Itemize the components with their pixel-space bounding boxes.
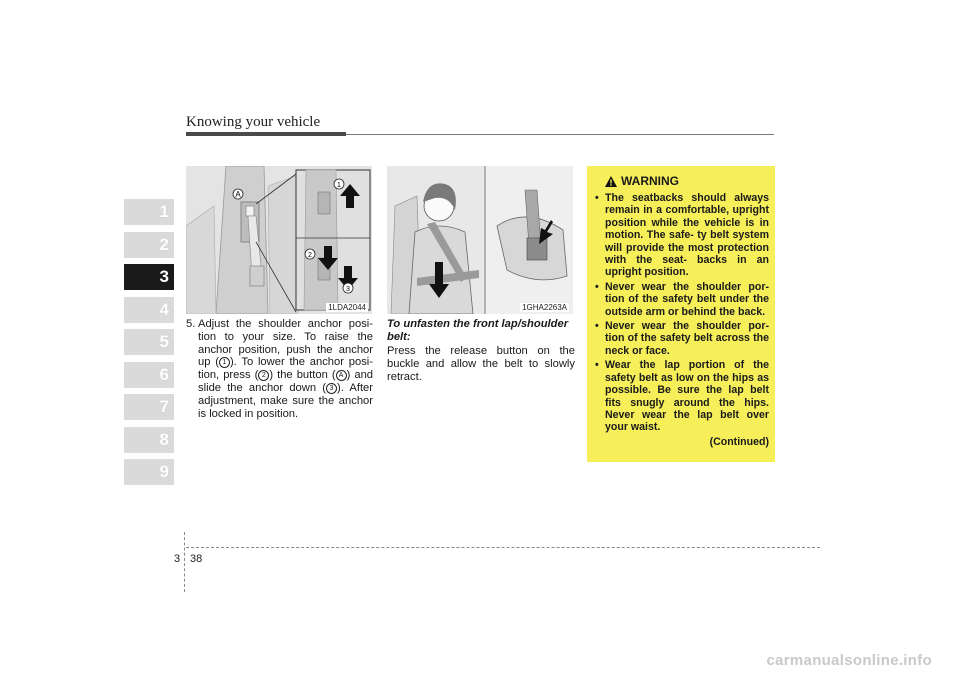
section-title: Knowing your vehicle	[186, 114, 321, 130]
step-number: 5.	[186, 318, 196, 330]
anchor-adjust-instructions: 5. Adjust the shoulder anchor posi- tion to your size. To raise the anchor position, push the anchor up ( 1 ). To lower the anchor posi- tion, press ( 2 ) the button ( A ) and slide the anchor down ( 3 ). After adjustment, make sure the anchor is locked in position.	[186, 318, 374, 420]
chapter-tab-5[interactable]: 5	[124, 329, 174, 355]
ref-2: 2	[258, 370, 269, 381]
warning-item: • Wear the lap portion of the safety belt as low on the hips as possible. Be sure the lap belt fits snugly around the hips. Never wear the lap belt over your waist.	[595, 359, 769, 433]
chapter-tab-1[interactable]: 1	[124, 199, 174, 225]
figure-shoulder-anchor	[186, 166, 372, 314]
warning-title: WARNING	[621, 174, 679, 188]
marker-2: 2	[308, 252, 312, 259]
footer-vertical-rule	[184, 532, 185, 592]
warning-box	[587, 166, 775, 462]
unfasten-belt-illustration	[387, 166, 573, 314]
chapter-tab-2[interactable]: 2	[124, 232, 174, 258]
continued-label: (Continued)	[709, 435, 769, 448]
marker-a: A	[235, 190, 241, 199]
warning-item: • Never wear the shoulder por- tion of the safety belt across the neck or face.	[595, 320, 769, 357]
chapter-tab-7[interactable]: 7	[124, 394, 174, 420]
marker-3: 3	[346, 286, 350, 293]
warning-item: • The seatbacks should always remain in a comfortable, upright position while the vehicle is in motion. The safe- ty belt system will provide the most protection with the seat- backs in an upright position.	[595, 192, 769, 279]
warning-header	[605, 174, 769, 188]
ref-3: 3	[326, 383, 337, 394]
watermark: carmanualsonline.info	[766, 652, 932, 669]
chapter-tab-4[interactable]: 4	[124, 297, 174, 323]
header-accent-bar	[186, 132, 346, 136]
figure-unfasten-belt	[387, 166, 573, 314]
warning-triangle-icon	[605, 176, 617, 187]
marker-1: 1	[337, 182, 341, 189]
chapter-tab-9[interactable]: 9	[124, 459, 174, 485]
footer-page-number: 38	[190, 553, 203, 565]
warning-item: • Never wear the shoulder por- tion of the safety belt under the outside arm or behind the back.	[595, 281, 769, 318]
unfasten-text: Press the release button on the buckle and allow the belt to slowly retract.	[387, 345, 575, 383]
header-rule	[346, 134, 774, 135]
ref-1: 1	[219, 357, 230, 368]
warning-list	[595, 192, 769, 434]
figure-code: 1GHA2263A	[522, 303, 567, 312]
figure-code: 1LDA2044	[328, 303, 366, 312]
chapter-tab-3[interactable]: 3	[124, 264, 174, 290]
ref-a: A	[336, 370, 347, 381]
footer-chapter-number: 3	[174, 553, 181, 565]
shoulder-anchor-illustration	[186, 166, 372, 314]
chapter-tab-6[interactable]: 6	[124, 362, 174, 388]
unfasten-heading: To unfasten the front lap/shoulder belt:	[387, 318, 569, 343]
footer-rule	[186, 547, 820, 548]
chapter-tab-8[interactable]: 8	[124, 427, 174, 453]
